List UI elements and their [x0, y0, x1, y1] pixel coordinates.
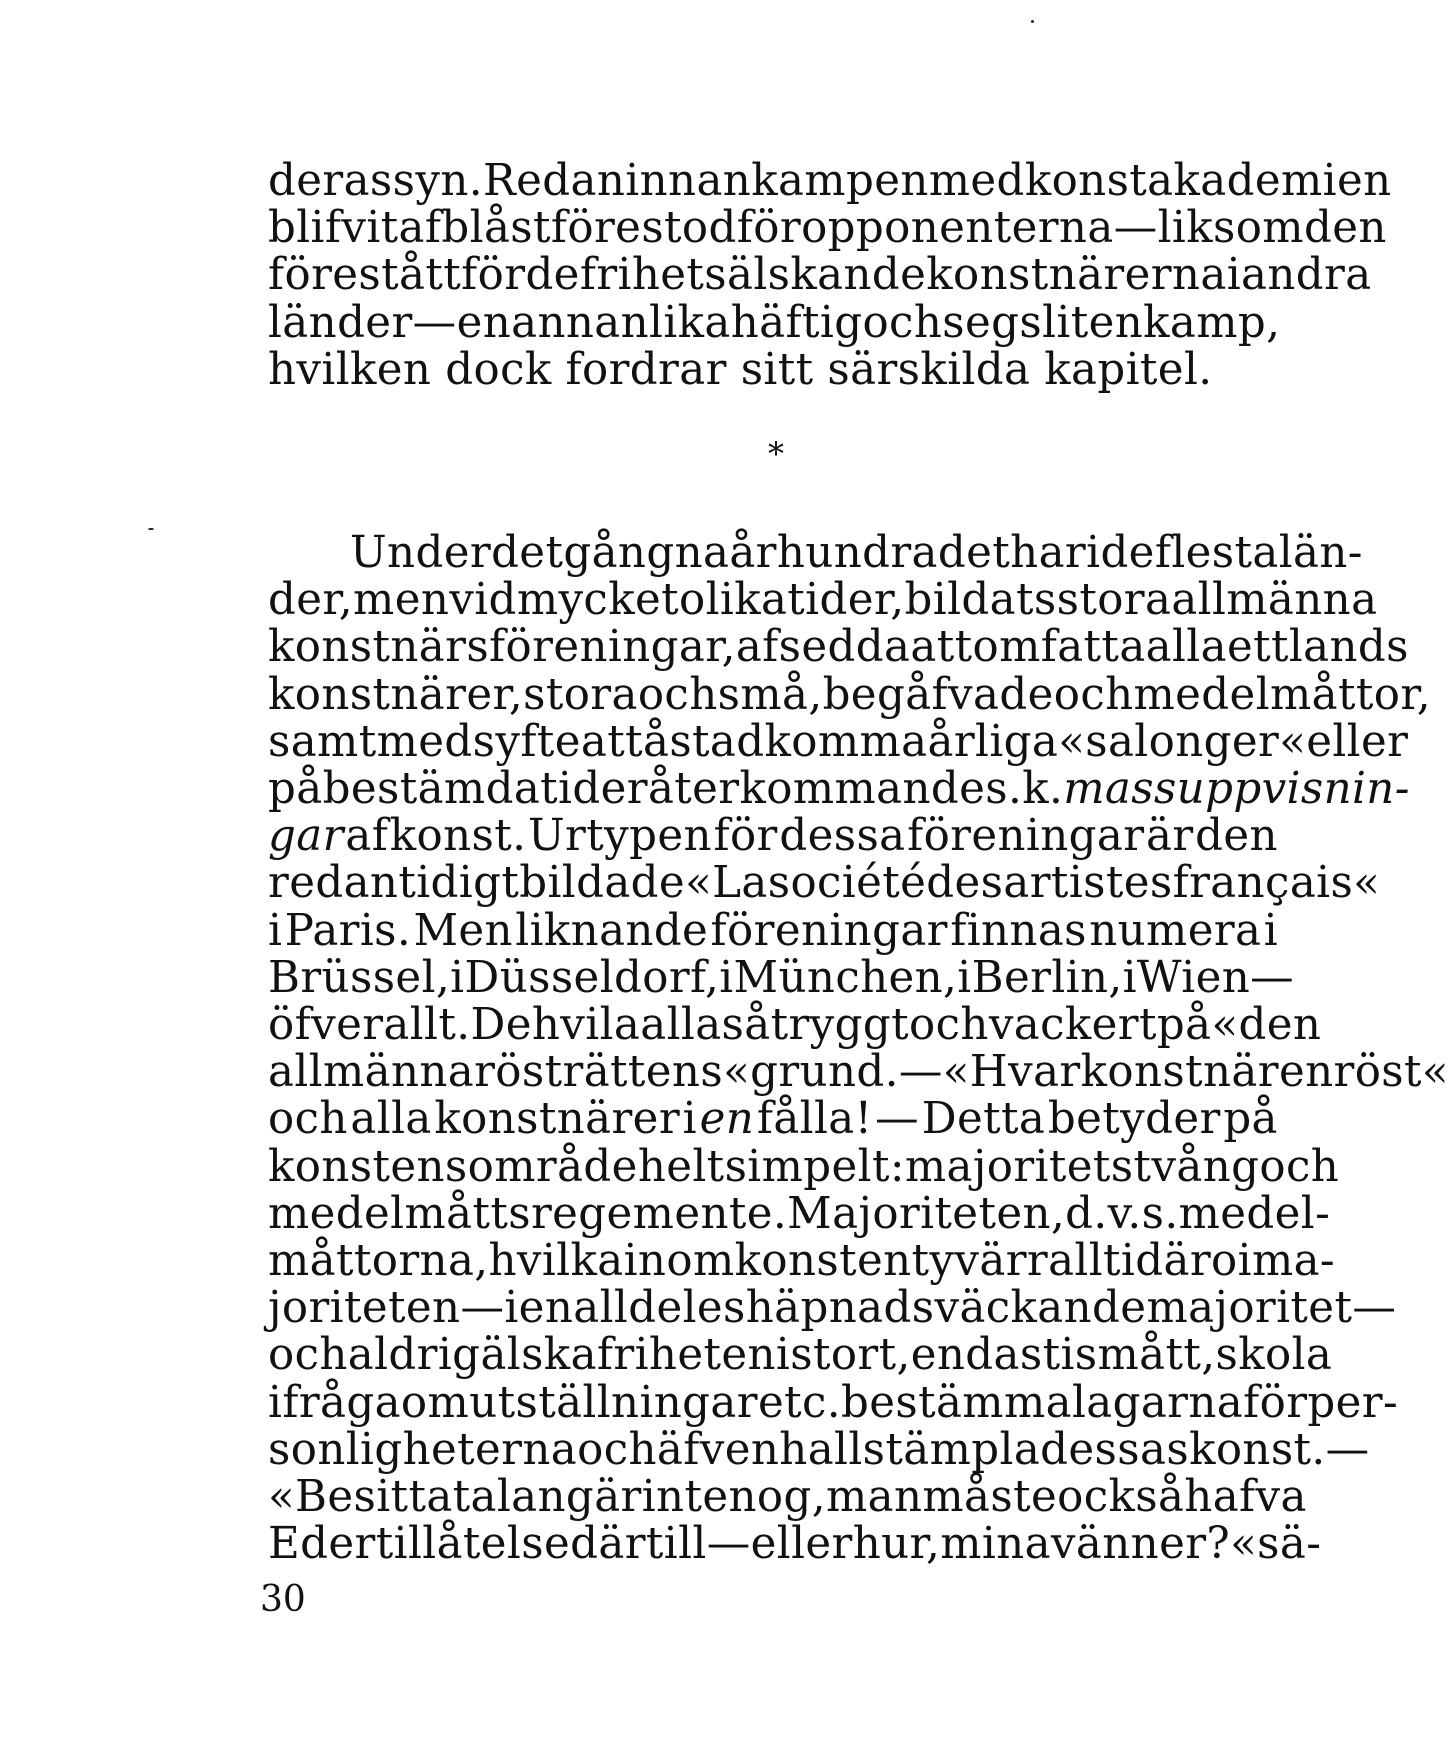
word: eller	[1306, 716, 1409, 767]
word: k.	[1022, 764, 1064, 815]
word: i	[504, 1283, 519, 1334]
word: dessas	[1040, 1424, 1190, 1475]
word: der,	[268, 575, 354, 626]
word: talang	[452, 1472, 595, 1523]
word: s.	[1141, 1188, 1179, 1239]
word: med	[376, 716, 473, 767]
word: små,	[717, 669, 823, 720]
word: skola	[1215, 1330, 1333, 1381]
italic-word: gar	[268, 811, 344, 862]
word: Majoriteten,	[787, 1188, 1066, 1239]
paragraph-continuation	[268, 156, 1392, 395]
word: konst.	[1189, 1424, 1326, 1475]
word: deras	[268, 156, 393, 206]
word: man	[825, 1472, 923, 1523]
word: Paris.	[284, 905, 412, 956]
word: vackert	[988, 1000, 1157, 1051]
word: syn.	[392, 156, 483, 206]
word: alla	[640, 1000, 722, 1051]
word: i	[268, 1377, 283, 1428]
word: stora	[523, 669, 638, 720]
word: inom	[623, 1236, 735, 1287]
word: Redan	[483, 156, 626, 206]
text-line	[268, 203, 1387, 254]
text-line	[268, 716, 1409, 767]
text-line	[268, 575, 1378, 626]
word: annan	[511, 297, 650, 348]
word: majoritet	[1146, 1283, 1353, 1334]
word: i	[1263, 905, 1278, 956]
word: syfte	[472, 716, 581, 767]
word: vid	[449, 575, 517, 626]
word: omfatta	[972, 622, 1146, 673]
word: blifvit	[268, 203, 399, 254]
word: Eder	[268, 1519, 376, 1570]
word: öfverallt.	[268, 1000, 471, 1051]
word: dessa	[779, 811, 906, 862]
word: joriteten	[268, 1283, 461, 1334]
word: måste	[922, 1472, 1058, 1523]
word: alla	[1145, 622, 1227, 673]
word: d.	[1065, 1188, 1108, 1239]
word: och	[862, 297, 943, 348]
word: innan	[625, 156, 752, 206]
word: har	[1010, 528, 1087, 578]
word: majoritetstvång	[904, 1141, 1260, 1192]
text-line	[268, 528, 1363, 578]
word: konstnärerna	[926, 250, 1227, 301]
word: De	[470, 1000, 532, 1051]
word: numera	[1089, 905, 1262, 956]
word: v.	[1107, 1188, 1142, 1239]
word: häpnadsväckande	[745, 1283, 1147, 1334]
word: inte	[641, 1472, 729, 1523]
word: konstnär	[1080, 1047, 1279, 1098]
word: område	[467, 1141, 638, 1192]
word: i	[1060, 1330, 1075, 1381]
word: liksom	[1157, 203, 1304, 254]
word: alldeles	[573, 1283, 746, 1334]
word: smått,	[1074, 1330, 1216, 1381]
word: det	[491, 528, 564, 578]
word: München,	[733, 952, 958, 1003]
word: i	[1237, 1236, 1252, 1287]
word: i	[1226, 250, 1241, 301]
word: allmänna	[1171, 575, 1378, 626]
word: —	[1250, 952, 1295, 1003]
word: att	[580, 716, 643, 767]
word: Urtypen	[527, 811, 712, 862]
word: och	[268, 1094, 348, 1145]
word: —	[412, 297, 457, 348]
word: den	[1195, 811, 1278, 862]
word: medelmåttsregemente.	[268, 1188, 788, 1239]
word: Düsseldorf,	[464, 952, 720, 1003]
word: medel-	[1178, 1188, 1331, 1239]
word: Brüssel,	[268, 952, 451, 1003]
word: är	[594, 1472, 642, 1523]
word: och	[637, 669, 718, 720]
text-line	[268, 813, 1278, 860]
word: per-	[1307, 1377, 1399, 1428]
text-line	[268, 250, 1372, 301]
word: liknande	[515, 905, 709, 956]
word: ma-	[1251, 1236, 1336, 1287]
word: des	[926, 858, 1004, 909]
word: tidigt	[398, 858, 520, 909]
word: Wien	[1136, 952, 1251, 1003]
word: samt	[268, 716, 377, 767]
word: helt	[637, 1141, 725, 1192]
word: nog,	[728, 1472, 826, 1523]
word: Men	[413, 905, 513, 956]
word: på	[1223, 1094, 1278, 1145]
word: société	[767, 858, 927, 909]
word: flesta	[1154, 528, 1279, 578]
word: och	[1053, 669, 1134, 720]
word: fålla!	[756, 1094, 873, 1145]
word: bestämma	[840, 1377, 1072, 1428]
word: —	[1113, 203, 1158, 254]
text-line	[268, 1188, 1331, 1239]
word: redan	[268, 858, 399, 909]
text-line	[268, 1047, 1449, 1098]
word: för	[713, 811, 778, 862]
word: s.	[985, 764, 1023, 815]
word: «Hvar	[942, 1047, 1081, 1098]
word: och	[577, 1424, 657, 1475]
word: mycket	[516, 575, 679, 626]
word: måttorna,	[268, 1236, 489, 1287]
word: konstens	[268, 1141, 468, 1192]
word: Berlin,	[971, 952, 1123, 1003]
word: på	[268, 764, 323, 815]
print-speck	[1031, 20, 1034, 23]
word: en	[456, 297, 512, 348]
paragraph-main	[268, 528, 1449, 1570]
word: bildats	[904, 575, 1057, 626]
word: fordrar	[565, 344, 727, 395]
word: den	[1303, 203, 1387, 254]
word: konst.	[389, 811, 527, 862]
word: af	[345, 811, 389, 862]
word: kampen	[751, 156, 929, 206]
word: hur,	[852, 1519, 941, 1570]
word: så	[721, 1000, 771, 1051]
word: de	[525, 250, 580, 301]
word: opponenterna	[801, 203, 1114, 254]
print-speck	[148, 528, 154, 530]
word: —	[706, 1519, 751, 1570]
word: och	[268, 1330, 348, 1381]
word: hvila	[531, 1000, 641, 1051]
word: i	[682, 1094, 697, 1145]
word: för	[1243, 1377, 1308, 1428]
word: därtill	[570, 1519, 707, 1570]
word: sonligheterna	[268, 1424, 578, 1475]
word: français«	[1172, 858, 1381, 909]
word: i	[775, 1330, 791, 1381]
text-line	[268, 1283, 1397, 1334]
word: äro	[1163, 1236, 1238, 1287]
word: utställningar	[469, 1377, 758, 1428]
word: bestämda	[322, 764, 541, 815]
word: hallstämpla	[779, 1424, 1041, 1475]
word: äfven	[656, 1424, 780, 1475]
word: årliga	[927, 716, 1059, 767]
word: medelmåttor,	[1133, 669, 1431, 720]
word: i	[450, 952, 465, 1003]
word: tryggt	[770, 1000, 910, 1051]
word: konsten	[734, 1236, 912, 1287]
word: —	[1352, 1283, 1397, 1334]
word: i	[1086, 528, 1101, 578]
word: etc.	[757, 1377, 841, 1428]
word: afsedda	[735, 622, 911, 673]
word: endast	[910, 1330, 1061, 1381]
text-line	[268, 952, 1295, 1003]
text-line	[268, 858, 1381, 909]
word: sitt	[740, 344, 814, 395]
word: frihetsälskande	[579, 250, 927, 301]
word: för	[736, 203, 802, 254]
word: «Besitta	[268, 1472, 453, 1523]
word: mina	[940, 1519, 1051, 1570]
section-separator: *	[768, 435, 784, 473]
word: tillåtelse	[375, 1519, 571, 1570]
word: län-	[1278, 528, 1363, 578]
word: på	[1156, 1000, 1212, 1051]
word: lagarna	[1071, 1377, 1244, 1428]
word: «den	[1211, 1000, 1322, 1051]
word: Detta	[921, 1094, 1046, 1145]
text-line	[268, 669, 1431, 720]
word: sä-	[1257, 1519, 1322, 1570]
word: kamp,	[1143, 297, 1281, 348]
word: tyvärr	[911, 1236, 1049, 1287]
word: «La	[685, 858, 768, 909]
italic-word: massuppvisnin-	[1063, 764, 1410, 815]
word: konstnärsföreningar,	[268, 622, 736, 673]
word: århundradet	[729, 528, 1011, 578]
word: —	[1325, 1424, 1370, 1475]
word: älska	[480, 1330, 597, 1381]
text-line	[268, 1000, 1322, 1051]
word: konstnärer,	[268, 669, 524, 720]
word: hafva	[1184, 1472, 1307, 1523]
word: stora	[1056, 575, 1172, 626]
word: särskilda	[827, 344, 1031, 395]
word: betyder	[1047, 1094, 1221, 1145]
word: en	[1278, 1047, 1334, 1098]
word: olika	[678, 575, 788, 626]
text-line	[268, 1424, 1370, 1475]
word: återkommande	[647, 764, 986, 815]
word: hvilka	[488, 1236, 624, 1287]
word: vänner?«	[1050, 1519, 1258, 1570]
text-line	[268, 1096, 1278, 1143]
word: eller	[750, 1519, 853, 1570]
word: kapitel.	[1044, 344, 1213, 395]
word: andra	[1241, 250, 1372, 301]
word: i	[719, 952, 734, 1003]
word: tider,	[787, 575, 905, 626]
word: allmänna	[268, 1047, 475, 1098]
word: konstakademien	[1024, 156, 1392, 206]
page-number: 30	[260, 1579, 306, 1620]
word: segsliten	[942, 297, 1144, 348]
word: och	[909, 1000, 989, 1051]
word: afblåst	[398, 203, 551, 254]
text-line	[268, 156, 1392, 206]
word: dock	[445, 344, 552, 395]
word: gångna	[563, 528, 730, 578]
word: i	[268, 905, 283, 956]
word: —	[898, 1047, 943, 1098]
text-line	[268, 1472, 1307, 1523]
word: fråga	[282, 1377, 401, 1428]
word: är	[1146, 811, 1194, 862]
word: finnas	[950, 905, 1087, 956]
text-line	[268, 905, 1278, 956]
word: ett	[1226, 622, 1289, 673]
word: föreningar	[907, 811, 1145, 862]
word: lika	[649, 297, 731, 348]
italic-word: en	[699, 1094, 755, 1145]
word: artistes	[1003, 858, 1173, 909]
word: begåfvade	[822, 669, 1054, 720]
word: simpelt:	[724, 1141, 905, 1192]
word: åstadkomma	[642, 716, 928, 767]
word: Under	[350, 528, 492, 578]
text-line	[268, 344, 1278, 395]
word: «salonger«	[1058, 716, 1307, 767]
word: rösträttens«	[474, 1047, 751, 1098]
word: om	[400, 1377, 470, 1428]
word: att	[910, 622, 973, 673]
word: med	[928, 156, 1025, 206]
text-line	[268, 1377, 1399, 1428]
word: häftig	[730, 297, 863, 348]
word: röst«	[1333, 1047, 1449, 1098]
word: hvilken	[268, 344, 432, 395]
text-line	[268, 1330, 1333, 1381]
word: förestod	[550, 203, 737, 254]
word: alla	[350, 1094, 432, 1145]
word: lands	[1288, 622, 1409, 673]
text-line	[268, 622, 1409, 673]
word: friheten	[596, 1330, 776, 1381]
text-line	[268, 1519, 1322, 1570]
word: förestått	[268, 250, 462, 301]
word: föreningar	[710, 905, 948, 956]
word: bildade	[519, 858, 686, 909]
word: länder	[268, 297, 413, 348]
word: aldrig	[347, 1330, 481, 1381]
text-line	[268, 1236, 1336, 1287]
word: konstnärer	[434, 1094, 681, 1145]
word: och	[1259, 1141, 1340, 1192]
word: en	[518, 1283, 574, 1334]
word: alltid	[1048, 1236, 1164, 1287]
word: de	[1100, 528, 1155, 578]
word: också	[1057, 1472, 1185, 1523]
text-line	[268, 764, 1410, 815]
word: men	[353, 575, 450, 626]
word: tider	[540, 764, 648, 815]
text-line	[268, 297, 1281, 348]
word: i	[957, 952, 972, 1003]
text-line	[268, 1141, 1340, 1192]
word: i	[1122, 952, 1137, 1003]
word: för	[461, 250, 526, 301]
word: grund.	[750, 1047, 899, 1098]
word: —	[460, 1283, 505, 1334]
word: —	[875, 1094, 920, 1145]
word: stort,	[790, 1330, 911, 1381]
